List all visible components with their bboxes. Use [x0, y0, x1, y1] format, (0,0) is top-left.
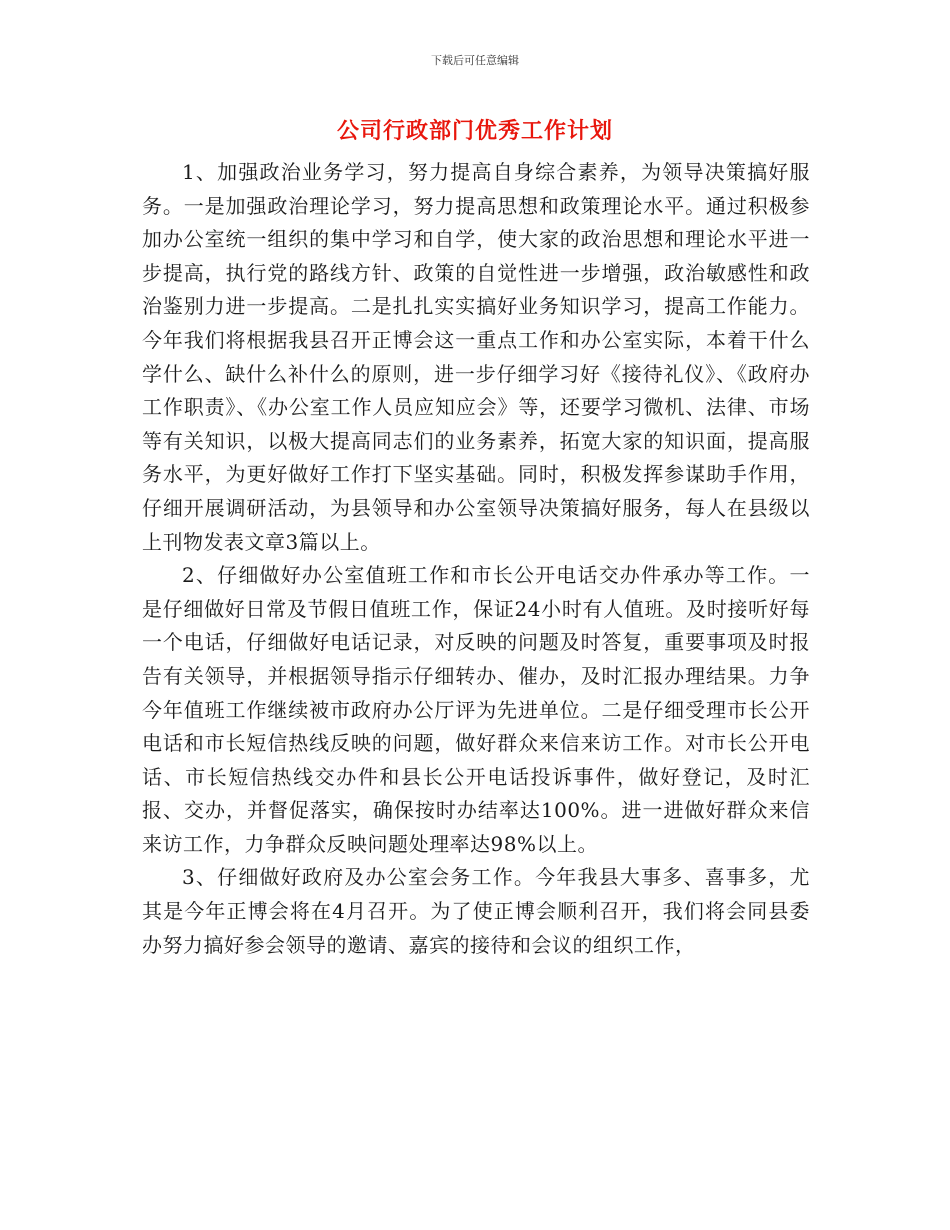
paragraph-1: 1、加强政治业务学习，努力提高自身综合素养，为领导决策搞好服务。一是加强政治理论学习，努力提高思想和政策理论水平。通过积极参加办公室统一组织的集中学习和自学，使大家的政治思想和理论水平进一步提高，执行党的路线方针、政策的自觉性进一步增强，政治敏感性和政治鉴别力进一步提高。二是扎扎实实搞好业务知识学习，提高工作能力。今年我们将根据我县召开正博会这一重点工作和办公室实际，本着干什么学什么、缺什么补什么的原则，进一步仔细学习好《接待礼仪》、《政府办工作职责》、《办公室工作人员应知应会》等，还要学习微机、法律、市场等有关知识，以极大提高同志们的业务素养，拓宽大家的知识面，提高服务水平，为更好做好工作打下坚实基础。同时，积极发挥参谋助手作用，仔细开展调研活动，为县领导和办公室领导决策搞好服务，每人在县级以上刊物发表文章3篇以上。: [142, 160, 810, 554]
paragraph-2: 2、仔细做好办公室值班工作和市长公开电话交办件承办等工作。一是仔细做好日常及节假日值班工作，保证24小时有人值班。及时接听好每一个电话，仔细做好电话记录，对反映的问题及时答复，重要事项及时报告有关领导，并根据领导指示仔细转办、催办，及时汇报办理结果。力争今年值班工作继续被市政府办公厅评为先进单位。二是仔细受理市长公开电话和市长短信热线反映的问题，做好群众来信来访工作。对市长公开电话、市长短信热线交办件和县长公开电话投诉事件，做好登记，及时汇报、交办，并督促落实，确保按时办结率达100%。进一进做好群众来信来访工作，力争群众反映问题处理率达98%以上。: [142, 563, 810, 856]
document-title: 公司行政部门优秀工作计划: [336, 119, 613, 144]
document-body: [142, 156, 810, 962]
page-header: 下载后可任意编辑: [431, 54, 519, 67]
paragraph-3: 3、仔细做好政府及办公室会务工作。今年我县大事多、喜事多，尤其是今年正博会将在4月召开。为了使正博会顺利召开，我们将会同县委办努力搞好参会领导的邀请、嘉宾的接待和会议的组织工作，: [142, 865, 810, 957]
